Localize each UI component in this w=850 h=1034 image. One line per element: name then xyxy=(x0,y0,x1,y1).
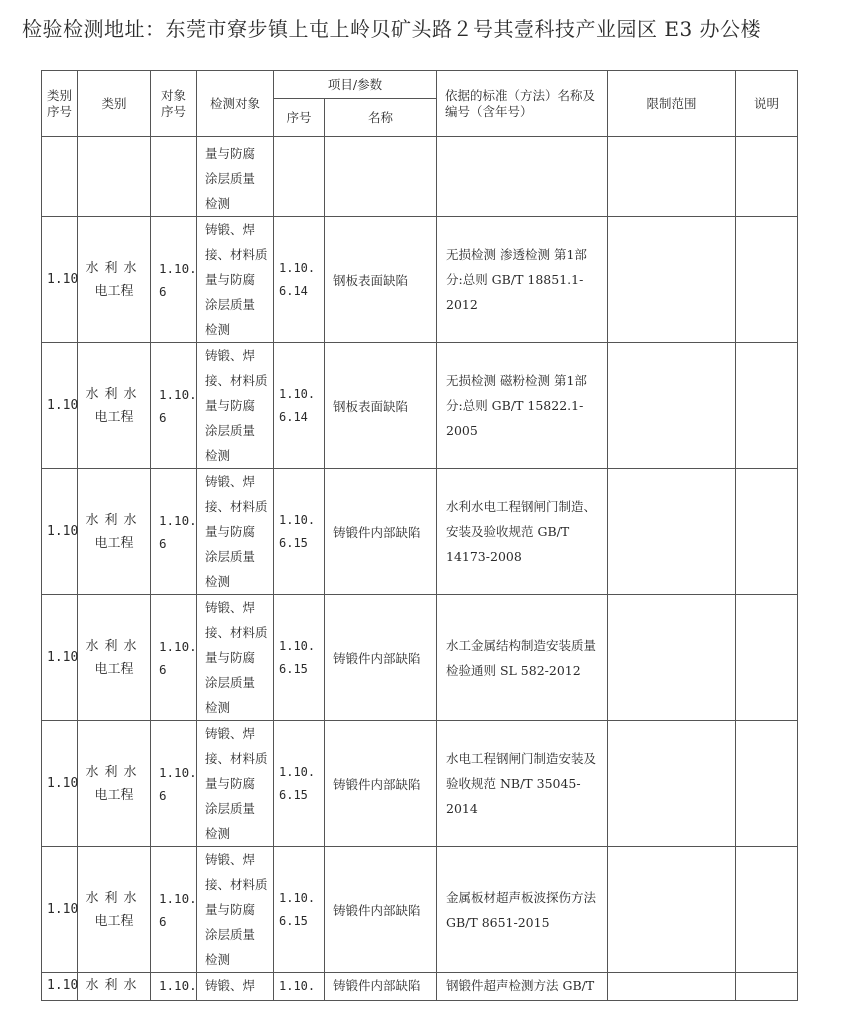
cell-empty xyxy=(274,137,325,217)
cell-standard: 水利水电工程钢闸门制造、 安装及验收规范 GB/T 14173-2008 xyxy=(437,469,608,595)
table-row xyxy=(42,721,798,847)
cell-object: 铸锻、焊 接、材料质 量与防腐 涂层质量 检测 xyxy=(197,469,274,595)
cell-item-name: 钢板表面缺陷 xyxy=(325,343,437,469)
cell-remark xyxy=(736,217,798,343)
cell-category-no: 1.10 xyxy=(42,343,78,469)
cell-item-name: 铸锻件内部缺陷 xyxy=(325,595,437,721)
cell-object-no: 1.10. 6 xyxy=(151,721,197,847)
cell-remark xyxy=(736,595,798,721)
cell-object: 量与防腐 涂层质量 检测 xyxy=(197,137,274,217)
cell-category: 水利水 电工程 xyxy=(78,217,151,343)
col-header-object-no: 对象 序号 xyxy=(151,71,197,137)
cell-object: 铸锻、焊 xyxy=(197,973,274,1001)
cell-category: 水利水 电工程 xyxy=(78,469,151,595)
cell-item-no: 1.10. 6.15 xyxy=(274,847,325,973)
cell-limit xyxy=(608,343,736,469)
cell-empty xyxy=(608,137,736,217)
col-header-remark: 说明 xyxy=(736,71,798,137)
cell-object: 铸锻、焊 接、材料质 量与防腐 涂层质量 检测 xyxy=(197,217,274,343)
cell-object-no: 1.10. xyxy=(151,973,197,1001)
table-row xyxy=(42,595,798,721)
table-row-partial xyxy=(42,973,798,1001)
cell-object-no: 1.10. 6 xyxy=(151,217,197,343)
cell-object: 铸锻、焊 接、材料质 量与防腐 涂层质量 检测 xyxy=(197,595,274,721)
cell-item-no: 1.10. 6.14 xyxy=(274,343,325,469)
cell-item-name: 铸锻件内部缺陷 xyxy=(325,721,437,847)
cell-limit xyxy=(608,721,736,847)
col-header-category: 类别 xyxy=(78,71,151,137)
cell-item-name: 铸锻件内部缺陷 xyxy=(325,469,437,595)
cell-object-no: 1.10. 6 xyxy=(151,469,197,595)
cell-remark xyxy=(736,343,798,469)
cell-limit xyxy=(608,973,736,1001)
header-row-1 xyxy=(42,71,798,99)
cell-remark xyxy=(736,847,798,973)
cell-category-no: 1.10 xyxy=(42,469,78,595)
cell-item-no: 1.10. xyxy=(274,973,325,1001)
table-row xyxy=(42,847,798,973)
cell-item-name: 铸锻件内部缺陷 xyxy=(325,973,437,1001)
cell-limit xyxy=(608,469,736,595)
cell-category-no: 1.10 xyxy=(42,217,78,343)
cell-item-name: 铸锻件内部缺陷 xyxy=(325,847,437,973)
cell-empty xyxy=(42,137,78,217)
cell-item-no: 1.10. 6.15 xyxy=(274,469,325,595)
inspection-address: 检验检测地址：东莞市寮步镇上屯上岭贝矿头路２号其壹科技产业园区 E3 办公楼 xyxy=(22,17,762,41)
cell-limit xyxy=(608,847,736,973)
cell-category: 水利水 xyxy=(78,973,151,1001)
col-header-item-group: 项目/参数 xyxy=(274,71,437,99)
cell-object: 铸锻、焊 接、材料质 量与防腐 涂层质量 检测 xyxy=(197,847,274,973)
col-header-limit: 限制范围 xyxy=(608,71,736,137)
cell-item-name: 钢板表面缺陷 xyxy=(325,217,437,343)
cell-item-no: 1.10. 6.14 xyxy=(274,217,325,343)
col-header-standard: 依据的标准（方法）名称及 编号（含年号） xyxy=(437,71,608,137)
scope-table xyxy=(41,70,798,1001)
cell-standard: 无损检测 磁粉检测 第1部 分:总则 GB/T 15822.1-2005 xyxy=(437,343,608,469)
cell-category-no: 1.10 xyxy=(42,595,78,721)
cell-object: 铸锻、焊 接、材料质 量与防腐 涂层质量 检测 xyxy=(197,343,274,469)
cell-object: 铸锻、焊 接、材料质 量与防腐 涂层质量 检测 xyxy=(197,721,274,847)
table-row-continuation xyxy=(42,137,798,217)
cell-category-no: 1.10 xyxy=(42,973,78,1001)
table-row xyxy=(42,469,798,595)
cell-remark xyxy=(736,721,798,847)
col-header-item-no: 序号 xyxy=(274,99,325,137)
cell-empty xyxy=(437,137,608,217)
cell-limit xyxy=(608,217,736,343)
cell-standard: 水电工程钢闸门制造安装及 验收规范 NB/T 35045-2014 xyxy=(437,721,608,847)
cell-empty xyxy=(325,137,437,217)
cell-standard: 金属板材超声板波探伤方法 GB/T 8651-2015 xyxy=(437,847,608,973)
col-header-item-name: 名称 xyxy=(325,99,437,137)
table-row xyxy=(42,217,798,343)
cell-standard: 钢锻件超声检测方法 GB/T xyxy=(437,973,608,1001)
cell-limit xyxy=(608,595,736,721)
cell-item-no: 1.10. 6.15 xyxy=(274,721,325,847)
col-header-category-no: 类别 序号 xyxy=(42,71,78,137)
cell-object-no: 1.10. 6 xyxy=(151,847,197,973)
cell-remark xyxy=(736,973,798,1001)
cell-standard: 无损检测 渗透检测 第1部 分:总则 GB/T 18851.1-2012 xyxy=(437,217,608,343)
cell-empty xyxy=(736,137,798,217)
cell-category: 水利水 电工程 xyxy=(78,721,151,847)
col-header-object: 检测对象 xyxy=(197,71,274,137)
cell-remark xyxy=(736,469,798,595)
cell-empty xyxy=(78,137,151,217)
cell-category: 水利水 电工程 xyxy=(78,343,151,469)
table-row xyxy=(42,343,798,469)
cell-category: 水利水 电工程 xyxy=(78,847,151,973)
cell-empty xyxy=(151,137,197,217)
cell-category-no: 1.10 xyxy=(42,847,78,973)
cell-category-no: 1.10 xyxy=(42,721,78,847)
cell-object-no: 1.10. 6 xyxy=(151,343,197,469)
cell-standard: 水工金属结构制造安装质量 检验通则 SL 582-2012 xyxy=(437,595,608,721)
cell-item-no: 1.10. 6.15 xyxy=(274,595,325,721)
cell-object-no: 1.10. 6 xyxy=(151,595,197,721)
cell-category: 水利水 电工程 xyxy=(78,595,151,721)
